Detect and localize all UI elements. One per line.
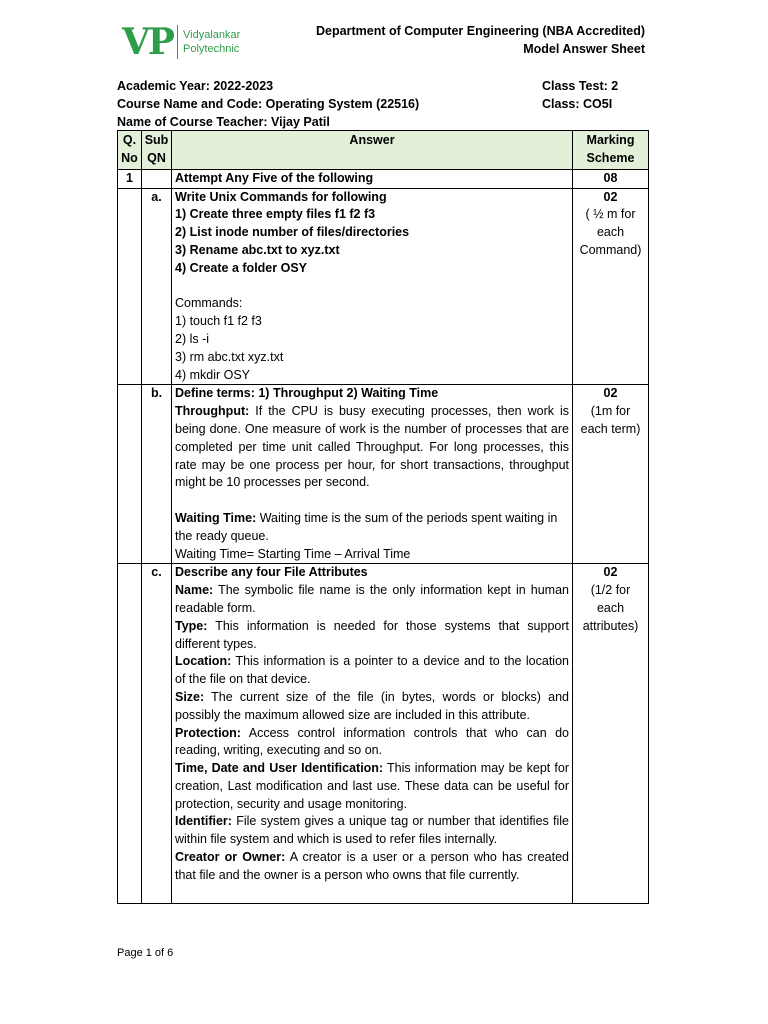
attribute-text: This information is a pointer to a device and to the location of the file on that device. bbox=[175, 654, 569, 687]
table-header-row bbox=[118, 131, 649, 170]
question-a-line: 1) Create three empty files f1 f2 f3 bbox=[175, 207, 376, 222]
marks-scheme: ( ½ m for each Command) bbox=[579, 207, 642, 257]
logo-mark: VP bbox=[122, 21, 174, 63]
command-line: 1) touch f1 f2 f3 bbox=[175, 314, 262, 329]
logo-line-2: Polytechnic bbox=[183, 43, 240, 55]
page-footer: Page 1 of 6 bbox=[117, 947, 174, 959]
question-a-line: Write Unix Commands for following bbox=[175, 189, 387, 204]
logo-text bbox=[183, 28, 240, 56]
question-title: Attempt Any Five of the following bbox=[172, 169, 573, 188]
answer-c bbox=[172, 564, 573, 903]
marks-value: 02 bbox=[603, 189, 618, 204]
academic-year: Academic Year: 2022-2023 bbox=[117, 79, 274, 93]
spacer bbox=[175, 278, 569, 296]
meta-row-year bbox=[117, 77, 648, 95]
attribute-item bbox=[175, 582, 569, 618]
question-c: Describe any four File Attributes bbox=[175, 565, 368, 580]
throughput-term: Throughput: bbox=[175, 404, 250, 419]
question-marks: 08 bbox=[573, 169, 649, 188]
attribute-term: Identifier: bbox=[175, 814, 232, 829]
attribute-item bbox=[175, 760, 569, 813]
class-test: Class Test: 2 bbox=[542, 79, 619, 93]
teacher-name: Name of Course Teacher: Vijay Patil bbox=[117, 115, 330, 129]
header-marking-scheme: Marking Scheme bbox=[573, 131, 649, 170]
sub-label-c: c. bbox=[142, 564, 172, 903]
vidyalankar-logo bbox=[122, 22, 240, 62]
empty-q-cell bbox=[118, 188, 142, 385]
attribute-term: Type: bbox=[175, 618, 208, 633]
question-b: Define terms: 1) Throughput 2) Waiting Time bbox=[175, 386, 439, 401]
waiting-time-term: Waiting Time: bbox=[175, 510, 257, 525]
waiting-time-text: Waiting time is the sum of the periods spent waiting in the ready queue. bbox=[175, 510, 558, 543]
logo-divider bbox=[177, 25, 178, 59]
throughput-text: If the CPU is busy executing processes, then work is being done. One measure of work is the number of processes that are completed per time unit called Throughput. For long processes, this rate may be one process per hour, for short transactions, throughput might be 10 processes per second. bbox=[175, 404, 569, 490]
subquestion-a-row bbox=[118, 188, 649, 385]
attribute-term: Location: bbox=[175, 654, 232, 669]
marks-c bbox=[573, 564, 649, 903]
attribute-text: File system gives a unique tag or number that identifies file within file system and which is used to refer files internally. bbox=[175, 814, 569, 847]
waiting-time-formula: Waiting Time= Starting Time – Arrival Time bbox=[175, 546, 411, 561]
class-name: Class: CO5I bbox=[542, 97, 613, 111]
commands-label: Commands: bbox=[175, 296, 243, 311]
attribute-item bbox=[175, 618, 569, 654]
spacer bbox=[175, 492, 569, 510]
attribute-item bbox=[175, 689, 569, 725]
waiting-time-definition bbox=[175, 510, 569, 546]
header-answer: Answer bbox=[172, 131, 573, 170]
attribute-text: This information may be kept for creation, Last modification and last use. These data can be useful for protection, security and usage monitoring. bbox=[175, 761, 569, 811]
header-q-no: Q. No bbox=[118, 131, 142, 170]
marks-value: 02 bbox=[603, 565, 618, 580]
marks-value: 02 bbox=[603, 386, 618, 401]
marks-b bbox=[573, 385, 649, 564]
sheet-title: Model Answer Sheet bbox=[523, 42, 645, 56]
document-meta bbox=[117, 77, 648, 131]
meta-row-course bbox=[117, 95, 648, 113]
question-1-row bbox=[118, 169, 649, 188]
department-header bbox=[316, 22, 645, 58]
meta-row-teacher bbox=[117, 113, 648, 131]
marks-scheme: (1/2 for each attributes) bbox=[582, 583, 639, 633]
command-line: 4) mkdir OSY bbox=[175, 367, 251, 382]
logo-line-1: Vidyalankar bbox=[183, 29, 241, 41]
attribute-term: Name: bbox=[175, 583, 214, 598]
attribute-term: Time, Date and User Identification: bbox=[175, 761, 384, 776]
attribute-text: A creator is a user or a person who has created that file and the owner is a person who owns that file currently. bbox=[175, 850, 569, 882]
command-line: 3) rm abc.txt xyz.txt bbox=[175, 349, 284, 364]
answer-a bbox=[172, 188, 573, 385]
empty-sub-cell bbox=[142, 169, 172, 188]
sub-label-b: b. bbox=[142, 385, 172, 564]
command-line: 2) ls -i bbox=[175, 331, 210, 346]
question-a-line: 3) Rename abc.txt to xyz.txt bbox=[175, 242, 340, 257]
header-sub-qn: Sub QN bbox=[142, 131, 172, 170]
attribute-text: The current size of the file (in bytes, words or blocks) and possibly the maximum allowed size are included in this attribute. bbox=[175, 689, 569, 722]
attribute-text: Access control information controls that who can do reading, writing, executing and so on. bbox=[175, 725, 569, 758]
attribute-item bbox=[175, 813, 569, 849]
attribute-item bbox=[175, 849, 569, 885]
subquestion-c-row bbox=[118, 564, 649, 903]
marks-a bbox=[573, 188, 649, 385]
attribute-term: Protection: bbox=[175, 725, 241, 740]
answer-table bbox=[117, 130, 649, 904]
question-a-line: 2) List inode number of files/directories bbox=[175, 225, 410, 240]
department-title: Department of Computer Engineering (NBA Accredited) bbox=[316, 24, 645, 38]
attribute-item bbox=[175, 725, 569, 761]
attribute-item bbox=[175, 653, 569, 689]
empty-q-cell bbox=[118, 564, 142, 903]
attribute-text: The symbolic file name is the only information kept in human readable form. bbox=[175, 583, 569, 615]
attribute-text: This information is needed for those systems that support different types. bbox=[175, 618, 569, 651]
empty-q-cell bbox=[118, 385, 142, 564]
attribute-term: Size: bbox=[175, 689, 205, 704]
answer-b bbox=[172, 385, 573, 564]
throughput-definition bbox=[175, 403, 569, 492]
question-number: 1 bbox=[118, 169, 142, 188]
sub-label-a: a. bbox=[142, 188, 172, 385]
question-a-line: 4) Create a folder OSY bbox=[175, 260, 307, 275]
subquestion-b-row bbox=[118, 385, 649, 564]
course-name: Course Name and Code: Operating System (22516) bbox=[117, 97, 420, 111]
attribute-term: Creator or Owner: bbox=[175, 850, 286, 865]
marks-scheme: (1m for each term) bbox=[580, 404, 641, 436]
